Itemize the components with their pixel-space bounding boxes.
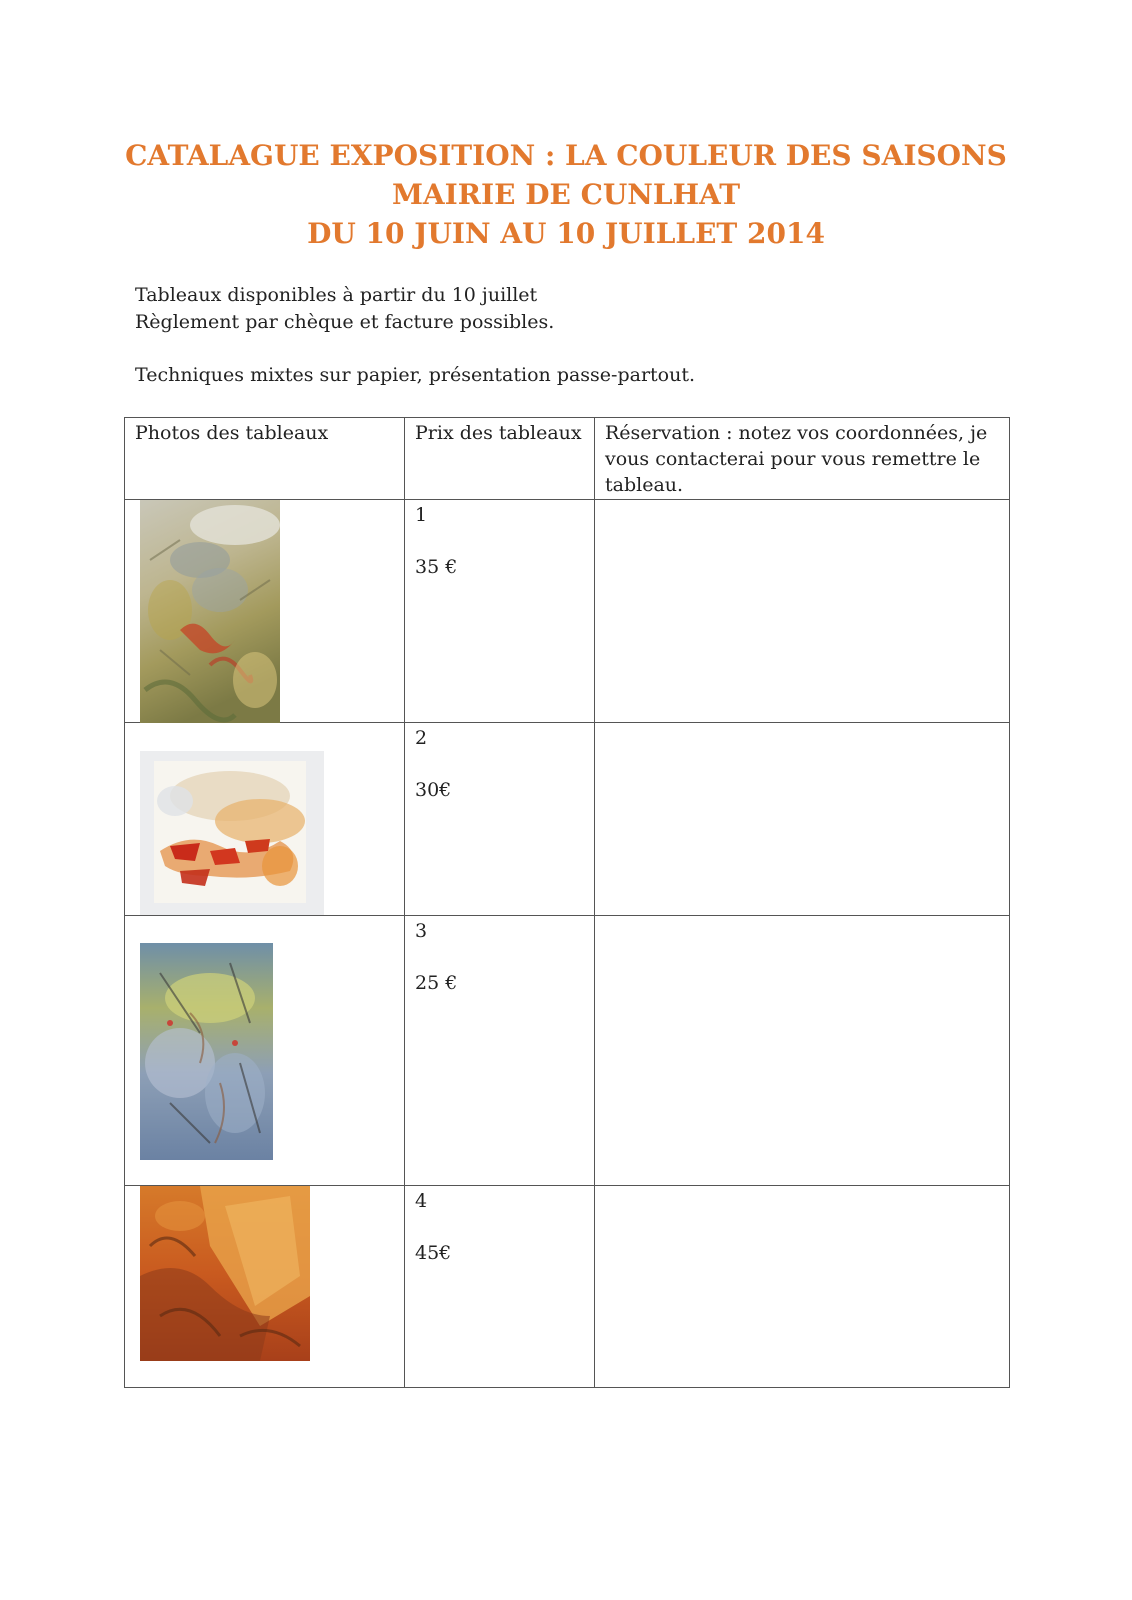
catalogue-table: [124, 417, 1010, 1388]
painting-number: 1: [415, 504, 428, 526]
reservation-cell[interactable]: [595, 1186, 1010, 1388]
painting-price: 30€: [415, 779, 452, 801]
reservation-cell[interactable]: [595, 500, 1010, 723]
reservation-cell[interactable]: [595, 723, 1010, 916]
painting-photo-cell: [125, 723, 405, 916]
painting-4-image: [140, 1186, 310, 1361]
painting-number: 2: [415, 727, 428, 749]
painting-3-image: [140, 943, 273, 1160]
price-cell: [405, 500, 595, 723]
reservation-cell[interactable]: [595, 916, 1010, 1186]
painting-photo-cell: [125, 1186, 405, 1388]
painting-price: 45€: [415, 1242, 452, 1264]
price-cell: [405, 723, 595, 916]
header-prices: Prix des tableaux: [405, 418, 595, 500]
price-cell: [405, 916, 595, 1186]
painting-2-image: [140, 751, 324, 915]
painting-number: 3: [415, 920, 428, 942]
title-line-2: MAIRIE DE CUNLHAT: [391, 178, 741, 211]
table-row: [125, 916, 1010, 1186]
intro-text: [135, 282, 695, 389]
painting-photo-cell: [125, 916, 405, 1186]
header-reservation: Réservation : notez vos coordonnées, je vous contacterai pour vous remettre le tableau.: [595, 418, 1010, 500]
table-header-row: [125, 418, 1010, 500]
availability-note: Tableaux disponibles à partir du 10 juillet: [135, 284, 538, 306]
painting-price: 25 €: [415, 972, 458, 994]
title-line-3: DU 10 JUIN AU 10 JUILLET 2014: [307, 217, 825, 250]
table-row: [125, 723, 1010, 916]
catalogue-title: [0, 136, 1132, 253]
painting-price: 35 €: [415, 556, 458, 578]
header-photos: Photos des tableaux: [125, 418, 405, 500]
painting-number: 4: [415, 1190, 428, 1212]
payment-note: Règlement par chèque et facture possibles.: [135, 311, 555, 333]
price-cell: [405, 1186, 595, 1388]
table-row: [125, 1186, 1010, 1388]
painting-photo-cell: [125, 500, 405, 723]
technique-note: Techniques mixtes sur papier, présentation passe-partout.: [135, 364, 696, 386]
title-line-1: CATALAGUE EXPOSITION : LA COULEUR DES SAISONS: [125, 139, 1007, 172]
painting-1-image: [140, 500, 280, 723]
table-row: [125, 500, 1010, 723]
